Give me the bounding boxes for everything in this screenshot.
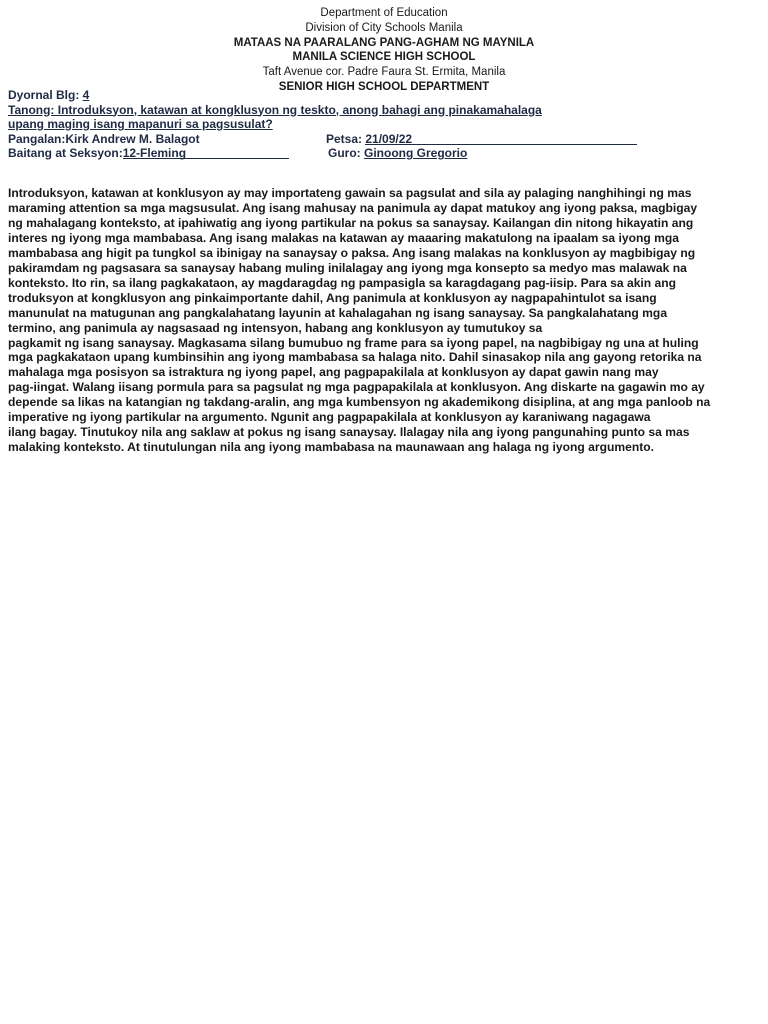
header-school-english: MANILA SCIENCE HIGH SCHOOL xyxy=(292,51,476,64)
journal-number: 4 xyxy=(82,88,90,102)
body-line: interes ng iyong mga mambabasa. Ang isang malakas na katawan ay maaaring makatulong na ipaalam sa iyong mga xyxy=(8,230,679,245)
body-line: pakiramdam ng pagsasara sa sanaysay habang muling inilalagay ang iyong mga konsepto sa medyo mas malawak na xyxy=(8,260,687,275)
body-line: mga pagkakataon upang kumbinsihin ang iyong mambabasa sa halaga nito. Dahil sinasakop nila ang gayong retorika na xyxy=(8,350,702,365)
section-value: 12-Fleming xyxy=(122,146,187,160)
body-line: mahalaga mga posisyon sa istraktura ng iyong papel, ang pagpapakilala at konklusyon ay dapat gawin nang may xyxy=(8,365,659,380)
body-line: pag-iingat. Walang iisang pormula para sa pagsulat ng mga pagpapakilala at konklusyon. Ang diskarte na gagawin mo ay xyxy=(8,380,705,395)
body-line: ilang bagay. Tinutukoy nila ang saklaw at pokus ng isang sanaysay. Ilalagay nila ang iyong pangunahing punto sa mas xyxy=(8,425,690,440)
letterhead xyxy=(0,6,768,95)
question-text-line-2: upang maging isang mapanuri sa pagsusulat? xyxy=(8,117,273,131)
header-division: Division of City Schools Manila xyxy=(305,21,463,34)
teacher-value: Ginoong Gregorio xyxy=(364,146,468,160)
body-line: manunulat na matugunan ang pangkalahatang layunin at kahalagahan ng isang sanaysay. Sa pangkalahatang mga xyxy=(8,305,668,320)
body-line: Introduksyon, katawan at konklusyon ay may importateng gawain sa pagsulat and sila ay palaging nanghihingi ng mas xyxy=(8,186,692,200)
header-school-filipino: MATAAS NA PAARALANG PANG-AGHAM NG MAYNILA xyxy=(233,36,535,49)
question-row-2 xyxy=(8,117,760,132)
body-line: pagkamit ng isang sanaysay. Magkasama silang bumubuo ng frame para sa iyong papel, na nagbibigay ng una at huling xyxy=(8,335,699,350)
date-field xyxy=(326,132,637,147)
journal-info xyxy=(8,88,760,161)
section-teacher-row xyxy=(8,146,760,161)
section-underline xyxy=(123,146,289,159)
body-line: depende sa likas na katangian ng takdang-aralin, ang mga kumbensyon ng akademikong disiplina, at ang mga panloob na xyxy=(8,395,711,410)
body-line: imperative ng iyong partikular na argumento. Ngunit ang pagpapakilala at konklusyon ay karaniwang nagagawa xyxy=(8,410,651,425)
date-value: 21/09/22 xyxy=(365,131,413,146)
header-address: Taft Avenue cor. Padre Faura St. Ermita, Manila xyxy=(262,66,506,79)
name-date-row xyxy=(8,132,760,147)
body-line: termino, ang panimula ay nagsasaad ng intensyon, habang ang konklusyon ay tumutukoy sa xyxy=(8,320,543,335)
journal-answer-body xyxy=(8,186,764,455)
date-underline xyxy=(365,132,637,145)
question-text-line-1: Tanong: Introduksyon, katawan at kongklusyon ng teskto, anong bahagi ang pinakamahalaga xyxy=(8,102,542,117)
name-label: Pangalan: xyxy=(8,131,66,146)
section-label: Baitang at Seksyon: xyxy=(8,146,123,160)
teacher-field xyxy=(328,146,467,161)
question-row-1 xyxy=(8,103,760,118)
journal-number-row xyxy=(8,88,760,103)
body-line: troduksyon at kongklusyon ang pinkaimportante dahil, Ang panimula at konklusyon ay nagpapahintulot sa isang xyxy=(8,290,657,305)
body-line: mambabasa ang higit pa tungkol sa ibinigay na sanaysay o paksa. Ang isang malakas na konklusyon ay magbibigay ng xyxy=(8,245,696,260)
body-line: konteksto. Ito rin, sa ilang pagkakataon, ay magdaragdag ng pampasigla sa karagdagang pag-iisip. Para sa akin ang xyxy=(8,275,677,290)
teacher-label: Guro: xyxy=(328,146,364,160)
body-line: malaking konteksto. At tinutulungan nila ang iyong mambabasa na maunawaan ang halaga ng iyong argumento. xyxy=(8,440,654,455)
header-department-name: SENIOR HIGH SCHOOL DEPARTMENT xyxy=(278,80,490,93)
body-line: ng mahalagang konteksto, at ipahiwatig ang iyong partikular na pokus sa sanaysay. Kailangan din nitong hikayatin ang xyxy=(8,215,694,230)
journal-label: Dyornal Blg: xyxy=(8,88,83,102)
header-department: Department of Education xyxy=(320,7,448,19)
date-label: Petsa: xyxy=(326,131,366,146)
name-value: Kirk Andrew M. Balagot xyxy=(65,131,200,146)
body-line: maraming attention sa mga magsusulat. Ang isang mahusay na panimula ay dapat matukoy ang iyong paksa, magbigay xyxy=(8,200,698,215)
